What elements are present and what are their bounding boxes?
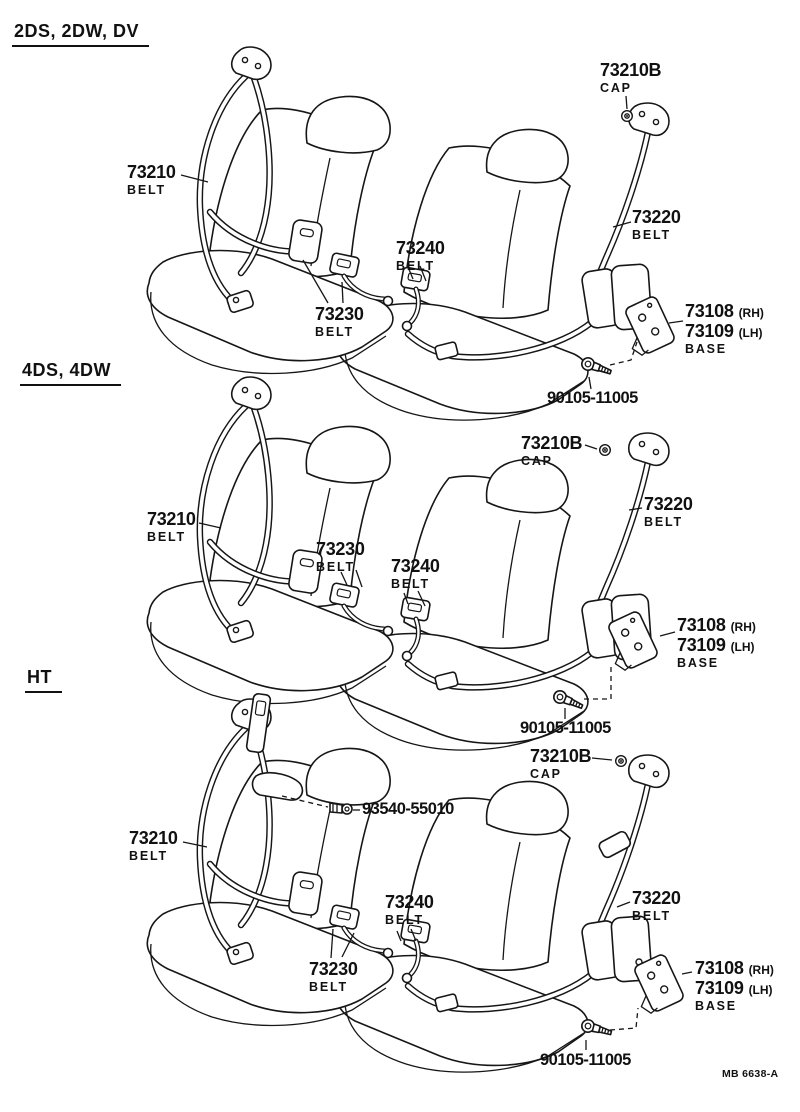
label-bolt-s3 <box>540 1052 631 1069</box>
part-number: 73240 <box>396 238 445 258</box>
label-belt-73220-s1 <box>632 208 681 242</box>
part-sublabel: BELT <box>316 560 355 574</box>
section-heading-4ds: 4DS, 4DW <box>20 361 121 386</box>
part-number: 73210B <box>600 60 662 80</box>
part-number: 90105-11005 <box>520 719 611 737</box>
part-sublabel: CAP <box>530 767 562 781</box>
label-screw-s3 <box>362 801 454 818</box>
label-belt-73240-s3 <box>385 893 434 927</box>
part-sublabel: CAP <box>521 454 553 468</box>
part-sublabel: BELT <box>644 515 683 529</box>
section-1-art <box>147 47 683 420</box>
part-number: 73210 <box>127 162 176 182</box>
part-number: 73210 <box>147 509 196 529</box>
label-belt-73230-s3 <box>309 960 358 994</box>
part-sublabel: BASE <box>695 999 737 1013</box>
part-number: 73108 <box>695 958 744 978</box>
figure-code: MB 6638-A <box>722 1068 779 1080</box>
label-belt-73230-s1 <box>315 305 364 339</box>
part-sublabel: BELT <box>396 259 435 273</box>
label-belt-73240-s1 <box>396 239 445 273</box>
label-cap-s1 <box>600 61 661 95</box>
part-number: 73108 <box>677 615 726 635</box>
label-belt-73210-s2 <box>147 510 196 544</box>
label-belt-73220-s2 <box>644 495 693 529</box>
part-number: 90105-11005 <box>547 389 638 407</box>
part-sublabel: BELT <box>129 849 168 863</box>
label-bolt-s2 <box>520 720 611 737</box>
part-sublabel: BELT <box>632 909 671 923</box>
side-designator: (LH) <box>748 983 773 997</box>
sash-guide-screw <box>330 803 352 814</box>
side-designator: (LH) <box>738 326 763 340</box>
part-sublabel: BELT <box>309 980 348 994</box>
label-cap-s2 <box>521 434 582 468</box>
part-number: 73210 <box>129 828 178 848</box>
section-3-art <box>147 693 692 1072</box>
part-number: 90105-11005 <box>540 1051 631 1069</box>
label-belt-73230-s2 <box>316 540 365 574</box>
side-designator: (LH) <box>730 640 755 654</box>
part-sublabel: BELT <box>391 577 430 591</box>
part-number: 73240 <box>391 556 440 576</box>
part-number: 73220 <box>644 494 693 514</box>
side-designator: (RH) <box>748 963 774 977</box>
part-sublabel: BELT <box>385 913 424 927</box>
part-number: 73108 <box>685 301 734 321</box>
label-base-s2 <box>677 616 756 670</box>
part-number: 73210B <box>521 433 583 453</box>
part-number: 73210B <box>530 746 592 766</box>
label-bolt-s1 <box>547 390 638 407</box>
label-base-s1 <box>685 302 764 356</box>
part-number: 73220 <box>632 207 681 227</box>
part-sublabel: BASE <box>685 342 727 356</box>
part-number: 73220 <box>632 888 681 908</box>
part-number: 73109 <box>677 635 726 655</box>
part-number: 73230 <box>316 539 365 559</box>
section-heading-ht: HT <box>25 668 62 693</box>
label-belt-73210-s1 <box>127 163 176 197</box>
section-heading-2ds: 2DS, 2DW, DV <box>12 22 149 47</box>
part-sublabel: BELT <box>147 530 186 544</box>
part-sublabel: BELT <box>632 228 671 242</box>
part-number: 73230 <box>315 304 364 324</box>
part-sublabel: BELT <box>315 325 354 339</box>
label-base-s3 <box>695 959 774 1013</box>
part-number: 73109 <box>695 978 744 998</box>
side-designator: (RH) <box>738 306 764 320</box>
label-belt-73240-s2 <box>391 557 440 591</box>
label-cap-s3 <box>530 747 591 781</box>
part-number: 73109 <box>685 321 734 341</box>
part-sublabel: CAP <box>600 81 632 95</box>
part-number: 93540-55010 <box>362 800 454 818</box>
part-number: 73240 <box>385 892 434 912</box>
side-designator: (RH) <box>730 620 756 634</box>
label-belt-73210-s3 <box>129 829 178 863</box>
part-sublabel: BASE <box>677 656 719 670</box>
label-belt-73220-s3 <box>632 889 681 923</box>
part-sublabel: BELT <box>127 183 166 197</box>
part-number: 73230 <box>309 959 358 979</box>
